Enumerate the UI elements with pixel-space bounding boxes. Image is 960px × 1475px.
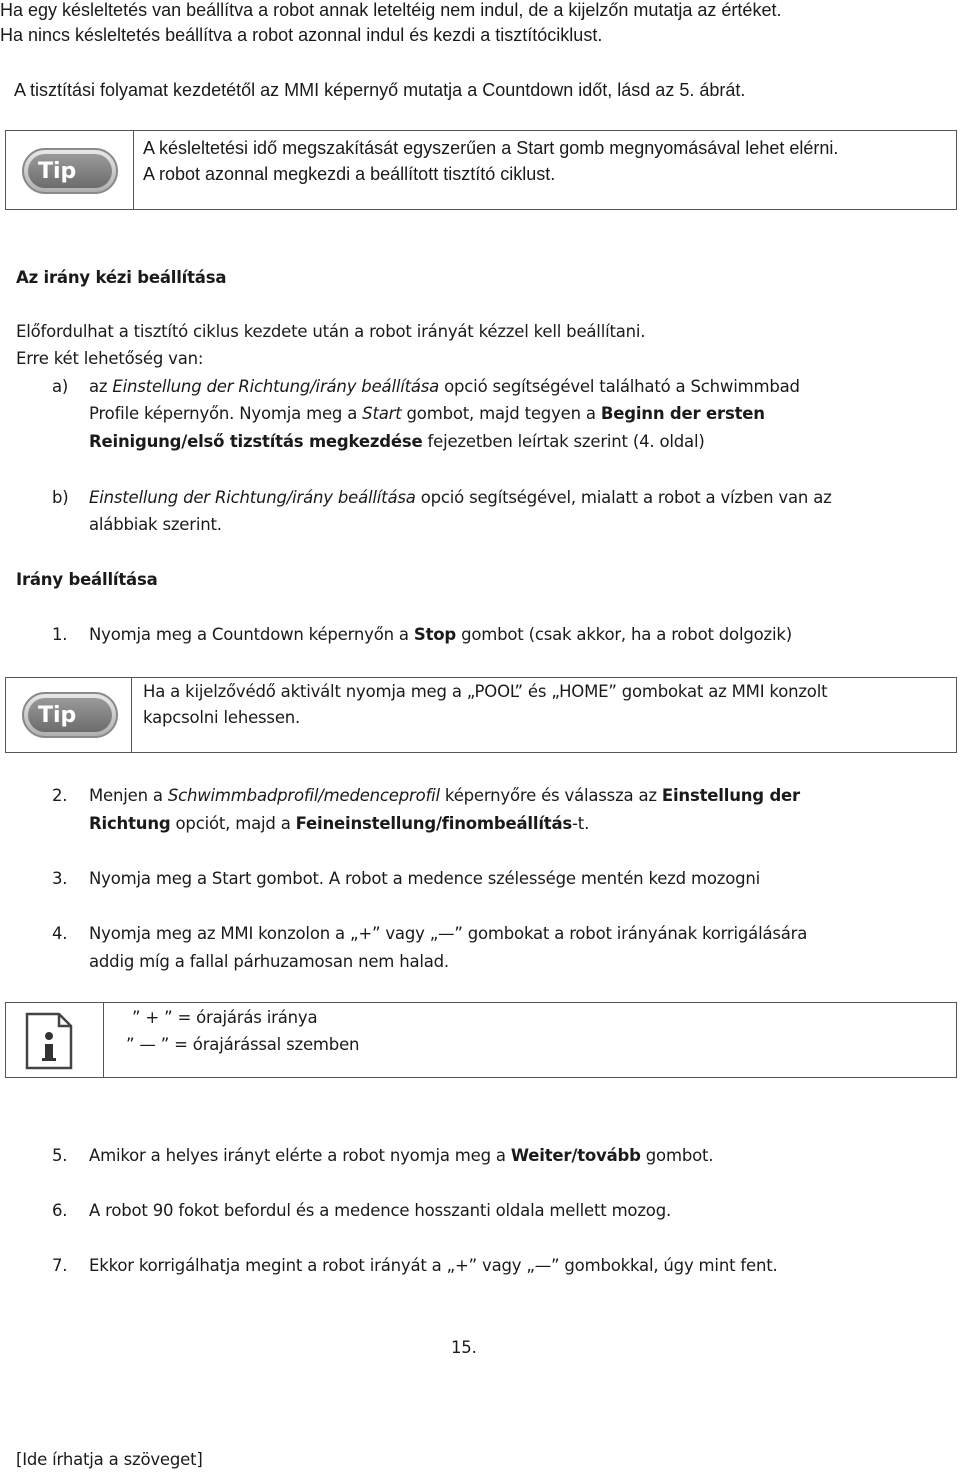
step-4-line-1: Nyomja meg az MMI konzolon a „+” vagy „—” gombokat a robot irányának korrigálására [89, 924, 808, 943]
tip1-line-2: A robot azonnal megkezdi a beállított tisztító ciklust. [143, 164, 556, 184]
footer-placeholder[interactable]: [Ide írhatja a szöveget] [16, 1450, 203, 1469]
step-2-line-1: Menjen a Schwimmbadprofil/medenceprofil képernyőre és válassza az Einstellung der [89, 786, 800, 805]
option-a-line-1: az Einstellung der Richtung/irány beállítása opció segítségével található a Schwimmbad [89, 377, 800, 396]
option-a-label: a) [52, 377, 69, 396]
tip-icon-label: Tip [28, 698, 112, 732]
step-2-line-2: Richtung opciót, majd a Feineinstellung/finombeállítás-t. [89, 814, 590, 833]
page-number: 15. [451, 1338, 477, 1357]
info-line-1: ” + ” = órajárás iránya [132, 1008, 318, 1027]
step-3-text: Nyomja meg a Start gombot. A robot a medence szélessége mentén kezd mozogni [89, 869, 760, 888]
option-b-label: b) [52, 488, 69, 507]
intro-line-2: Ha nincs késleltetés beállítva a robot azonnal indul és kezdi a tisztítóciklust. [0, 25, 603, 45]
tip2-line-2: kapcsolni lehessen. [143, 708, 301, 727]
tip-icon [22, 692, 118, 738]
section-heading-direction-setting: Irány beállítása [16, 570, 158, 589]
option-b-line-2: alábbiak szerint. [89, 515, 222, 534]
info-line-2: ” — ” = órajárással szemben [126, 1035, 360, 1054]
step-3-number: 3. [52, 869, 68, 888]
section-heading-manual-direction: Az irány kézi beállítása [16, 268, 227, 287]
info-document-icon [25, 1012, 73, 1070]
intro-line-1: Ha egy késleltetés van beállítva a robot annak leteltéig nem indul, de a kijelzőn mutatja az értéket. [0, 0, 782, 20]
intro-line-3: A tisztítási folyamat kezdetétől az MMI képernyő mutatja a Countdown időt, lásd az 5. ábrát. [14, 80, 746, 100]
step-7-text: Ekkor korrigálhatja megint a robot irányát a „+” vagy „—” gombokkal, úgy mint fent. [89, 1256, 778, 1275]
step-5-number: 5. [52, 1146, 68, 1165]
step-4-number: 4. [52, 924, 68, 943]
step-1-text: Nyomja meg a Countdown képernyőn a Stop gombot (csak akkor, ha a robot dolgozik) [89, 625, 792, 644]
step-2-number: 2. [52, 786, 68, 805]
step-5-text: Amikor a helyes irányt elérte a robot nyomja meg a Weiter/tovább gombot. [89, 1146, 714, 1165]
tip1-line-1: A késleltetési idő megszakítását egyszerűen a Start gomb megnyomásával lehet elérni. [143, 138, 839, 158]
tip-icon [22, 148, 118, 194]
option-b-line-1: Einstellung der Richtung/irány beállítása opció segítségével, mialatt a robot a vízben van az [89, 488, 832, 507]
section1-paragraph-2: Erre két lehetőség van: [16, 349, 204, 368]
step-7-number: 7. [52, 1256, 68, 1275]
step-4-line-2: addig míg a fallal párhuzamosan nem halad. [89, 952, 449, 971]
section1-paragraph-1: Előfordulhat a tisztító ciklus kezdete után a robot irányát kézzel kell beállítani. [16, 322, 646, 341]
step-6-number: 6. [52, 1201, 68, 1220]
tip-icon-label: Tip [28, 154, 112, 188]
option-a-line-3: Reinigung/első tizstítás megkezdése fejezetben leírtak szerint (4. oldal) [89, 432, 705, 451]
step-6-text: A robot 90 fokot befordul és a medence hosszanti oldala mellett mozog. [89, 1201, 672, 1220]
option-a-line-2: Profile képernyőn. Nyomja meg a Start gombot, majd tegyen a Beginn der ersten [89, 404, 765, 423]
step-1-number: 1. [52, 625, 68, 644]
tip2-line-1: Ha a kijelzővédő aktivált nyomja meg a „POOL” és „HOME” gombokat az MMI konzolt [143, 682, 828, 701]
